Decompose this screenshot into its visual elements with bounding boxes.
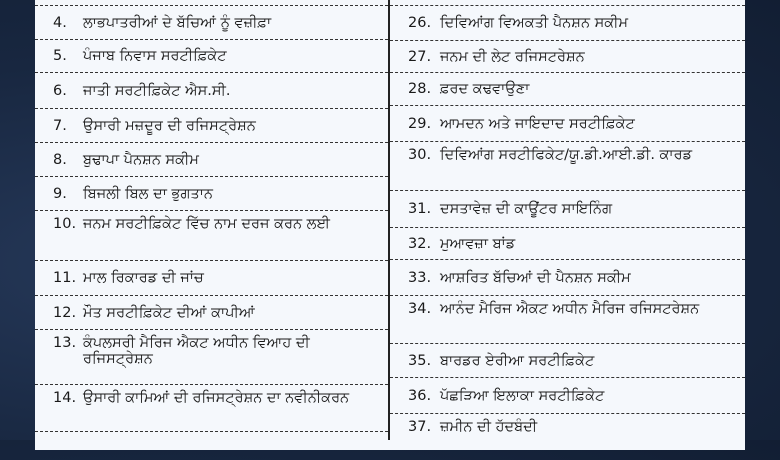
left-column — [35, 0, 388, 440]
service-number: 27. — [408, 48, 432, 65]
right-column — [390, 0, 745, 440]
service-name: ਆਨੰਦ ਮੈਰਿਜ ਐਕਟ ਅਧੀਨ ਮੈਰਿਜ ਰਜਿਸਟਰੇਸ਼ਨ — [440, 301, 700, 317]
service-name: ਦਿਵਿਆਂਗ ਵਿਅਕਤੀ ਪੈਨਸ਼ਨ ਸਕੀਮ — [440, 15, 629, 31]
service-name: ਜਨਮ ਦੀ ਲੇਟ ਰਜਿਸਟਰੇਸ਼ਨ — [440, 48, 585, 65]
service-row — [35, 108, 388, 142]
service-number: 32. — [408, 235, 432, 252]
service-name: ਮੌਤ ਸਰਟੀਫ਼ਿਕੇਟ ਦੀਆਂ ਕਾਪੀਆਂ — [83, 304, 255, 321]
service-number: 11. — [53, 270, 77, 286]
service-row — [35, 5, 388, 39]
service-row — [390, 105, 745, 141]
service-name: ਜਨਮ ਸਰਟੀਫ਼ਿਕੇਟ ਵਿੱਚ ਨਾਮ ਦਰਜ ਕਰਨ ਲਈ — [83, 216, 330, 232]
service-number: 37. — [408, 419, 432, 435]
service-name: ਕੰਪਲਸਰੀ ਮੈਰਿਜ ਐਕਟ ਅਧੀਨ ਵਿਆਹ ਦੀ ਰਜਿਸਟ੍ਰੇਸ਼ਨ — [83, 335, 310, 367]
service-row — [35, 39, 388, 72]
service-row — [35, 176, 388, 210]
service-row — [390, 5, 745, 40]
service-number: 34. — [408, 301, 432, 317]
service-row — [35, 142, 388, 176]
service-row — [390, 377, 745, 413]
service-row — [35, 329, 388, 384]
service-number: 33. — [408, 269, 432, 286]
service-name: ਜ਼ਮੀਨ ਦੀ ਹੱਦਬੰਦੀ — [440, 419, 538, 435]
service-row — [35, 210, 388, 260]
service-row — [390, 259, 745, 295]
service-number: 29. — [408, 115, 432, 132]
service-number: 9. — [53, 185, 67, 202]
service-name: ਮੁਆਵਜ਼ਾ ਬਾਂਡ — [440, 235, 516, 252]
service-name: ਦਿਵਿਆਂਗ ਸਰਟੀਫਿਕੇਟ/ਯੂ.ਡੀ.ਆਈ.ਡੀ. ਕਾਰਡ — [440, 147, 692, 163]
service-name: ਆਮਦਨ ਅਤੇ ਜਾਇਦਾਦ ਸਰਟੀਫ਼ਿਕੇਟ — [440, 115, 635, 132]
service-name: ਬਾਰਡਰ ਏਰੀਆ ਸਰਟੀਫ਼ਿਕੇਟ — [440, 352, 595, 369]
service-number: 7. — [53, 117, 67, 134]
service-number: 30. — [408, 147, 432, 163]
service-name: ਪੰਜਾਬ ਨਿਵਾਸ ਸਰਟੀਫ਼ਿਕੇਟ — [83, 48, 227, 64]
service-number: 10. — [53, 216, 77, 232]
service-row — [390, 343, 745, 377]
service-name: ਫ਼ਰਦ ਕਢਵਾਉਣਾ — [440, 81, 530, 97]
service-number: 36. — [408, 387, 432, 404]
service-row — [35, 72, 388, 108]
service-number: 28. — [408, 81, 432, 97]
service-number: 13. — [53, 335, 77, 351]
service-number: 26. — [408, 15, 432, 31]
service-name: ਉਸਾਰੀ ਮਜ਼ਦੂਰ ਦੀ ਰਜਿਸਟ੍ਰੇਸ਼ਨ — [83, 117, 256, 134]
service-number: 14. — [53, 390, 77, 406]
service-name: ਆਸ਼ਰਿਤ ਬੱਚਿਆਂ ਦੀ ਪੈਨਸ਼ਨ ਸਕੀਮ — [440, 269, 631, 286]
service-name: ਬਿਜਲੀ ਬਿਲ ਦਾ ਭੁਗਤਾਨ — [83, 185, 213, 202]
service-row — [390, 190, 745, 227]
service-row — [390, 72, 745, 105]
service-number: 6. — [53, 82, 67, 99]
service-name: ਪੱਛੜਿਆ ਇਲਾਕਾ ਸਰਟੀਫ਼ਿਕੇਟ — [440, 387, 605, 404]
service-row — [35, 295, 388, 329]
service-number: 31. — [408, 201, 432, 217]
service-name: ਬੁਢਾਪਾ ਪੈਨਸ਼ਨ ਸਕੀਮ — [83, 151, 199, 168]
service-row — [390, 295, 745, 343]
service-row — [390, 413, 745, 460]
service-row — [35, 384, 388, 431]
service-row — [390, 40, 745, 72]
service-row — [35, 260, 388, 295]
service-name: ਮਾਲ ਰਿਕਾਰਡ ਦੀ ਜਾਂਚ — [83, 270, 204, 286]
service-name: ਉਸਾਰੀ ਕਾਮਿਆਂ ਦੀ ਰਜਿਸਟ੍ਰੇਸ਼ਨ ਦਾ ਨਵੀਨੀਕਰਨ — [83, 390, 350, 406]
service-row — [390, 227, 745, 259]
service-number: 5. — [53, 48, 67, 64]
service-name: ਦਸਤਾਵੇਜ਼ ਦੀ ਕਾਊਂਟਰ ਸਾਇਨਿੰਗ — [440, 201, 613, 217]
service-number: 35. — [408, 352, 432, 369]
service-number: 12. — [53, 304, 77, 321]
service-row — [390, 141, 745, 190]
service-name: ਲਾਭਪਾਤਰੀਆਂ ਦੇ ਬੱਚਿਆਂ ਨੂੰ ਵਜ਼ੀਫ਼ਾ — [83, 14, 272, 31]
row-separator — [35, 431, 388, 451]
service-number: 8. — [53, 151, 67, 168]
service-number: 4. — [53, 14, 67, 31]
service-name: ਜਾਤੀ ਸਰਟੀਫ਼ਿਕੇਟ ਐਸ.ਸੀ. — [83, 82, 231, 99]
